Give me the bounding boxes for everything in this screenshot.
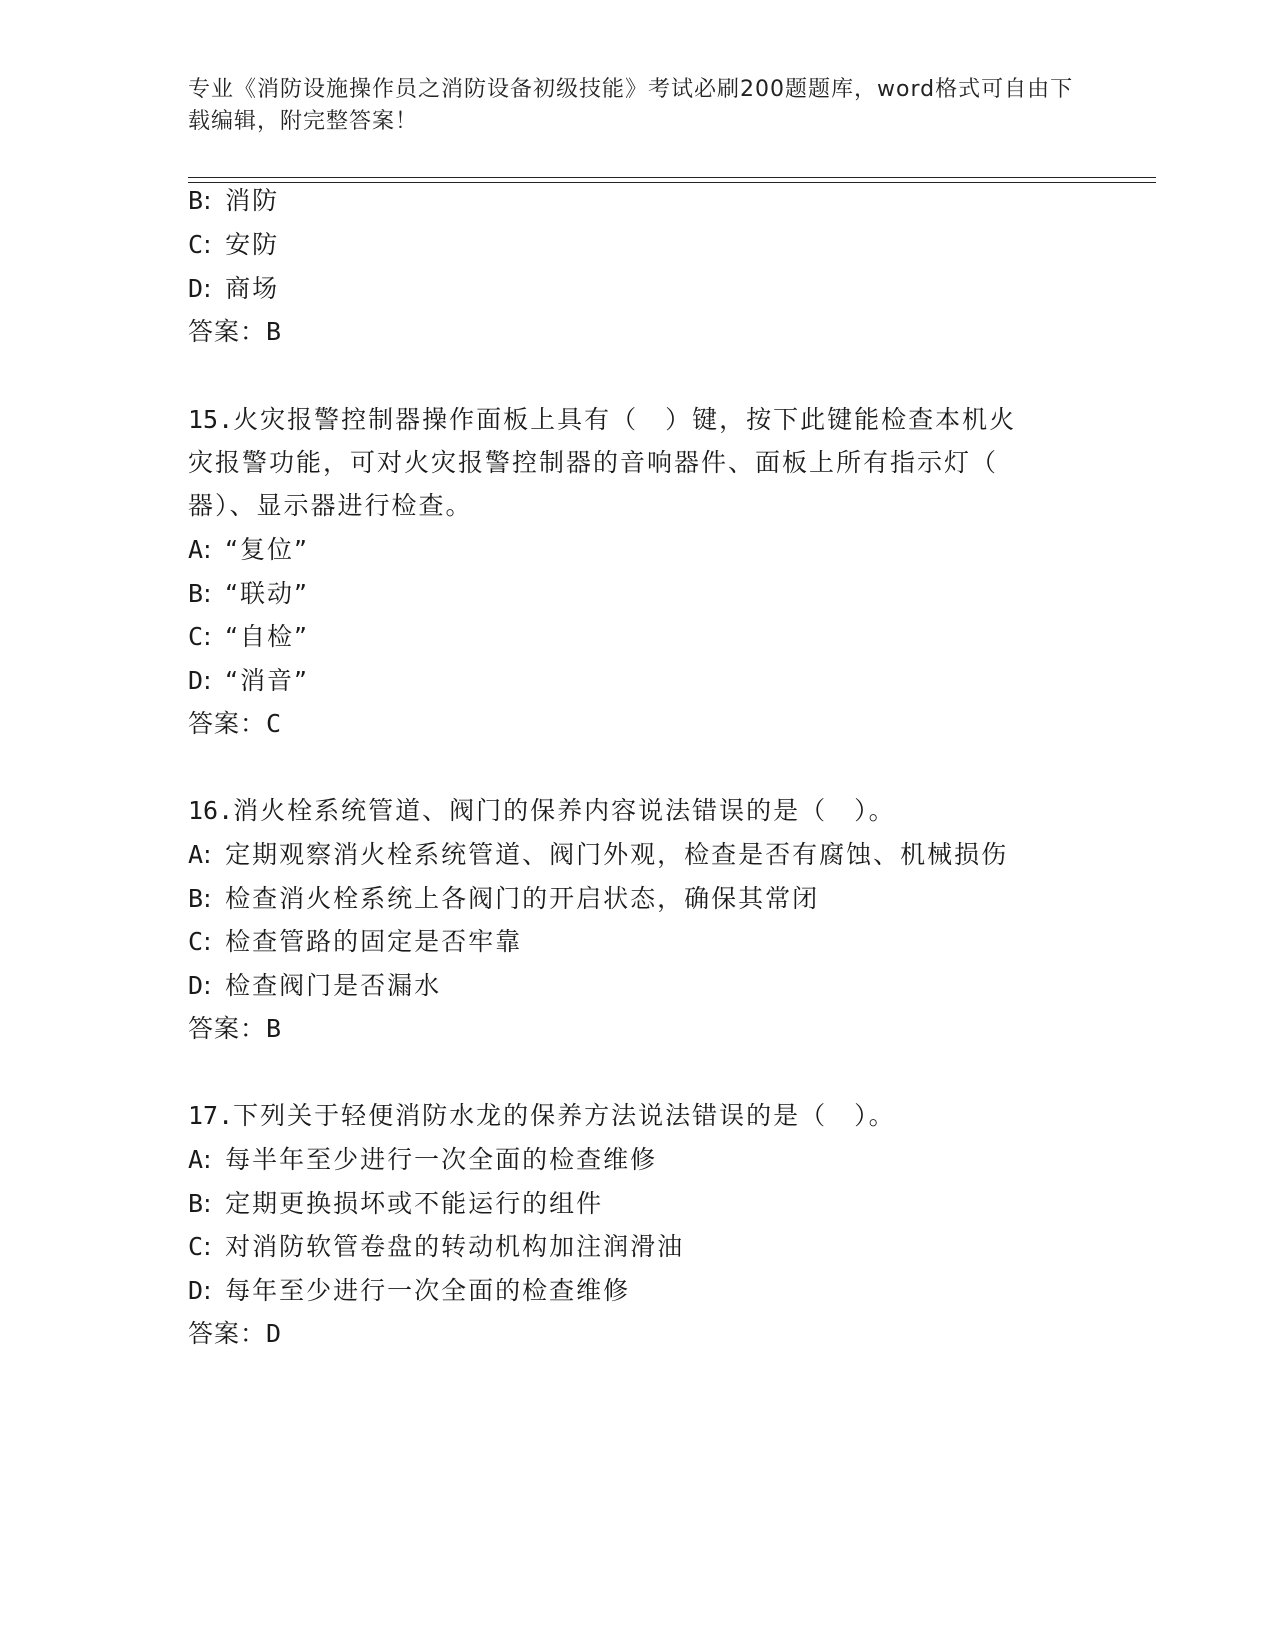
option-text: 检查管路的固定是否牢靠: [225, 927, 523, 956]
answer-label: 答案：: [188, 1319, 267, 1348]
option-text: “自检”: [225, 622, 309, 651]
answer-line: [188, 709, 282, 739]
question-stem-line: [188, 796, 896, 826]
question-stem-line: 灾报警功能，可对火灾报警控制器的音响器件、面板上所有指示灯（: [188, 448, 999, 477]
option-c: C: 检查管路的固定是否牢靠: [188, 927, 523, 956]
option-text: “联动”: [225, 579, 309, 608]
option-d: D: 每年至少进行一次全面的检查维修: [188, 1276, 631, 1305]
option-text: 安防: [225, 230, 280, 259]
option-letter: A: [188, 840, 204, 869]
header-rule-top: [188, 177, 1156, 178]
option-text: 检查阀门是否漏水: [225, 971, 442, 1000]
option-text: 消防: [225, 186, 280, 215]
question-text: 下列关于轻便消防水龙的保养方法说法错误的是（ ）。: [233, 1101, 896, 1130]
option-d: D: 商场: [188, 274, 280, 303]
document-header: 专业《消防设施操作员之消防设备初级技能》考试必刷200题题库，word格式可自由下载编辑，附完整答案！: [188, 77, 1074, 134]
answer-value: B: [266, 1014, 283, 1043]
answer-label: 答案：: [188, 709, 267, 738]
option-letter: C: [188, 622, 204, 651]
option-b: B: 定期更换损坏或不能运行的组件: [188, 1189, 604, 1218]
option-letter: D: [188, 1276, 204, 1305]
option-text: “复位”: [225, 535, 309, 564]
option-d: D: 检查阀门是否漏水: [188, 971, 442, 1000]
option-text: 对消防软管卷盘的转动机构加注润滑油: [225, 1232, 685, 1261]
option-text: 定期更换损坏或不能运行的组件: [225, 1189, 604, 1218]
option-letter: C: [188, 230, 204, 259]
option-c: C: 对消防软管卷盘的转动机构加注润滑油: [188, 1232, 685, 1261]
option-letter: C: [188, 1232, 204, 1261]
option-letter: A: [188, 1145, 204, 1174]
option-text: 每年至少进行一次全面的检查维修: [225, 1276, 631, 1305]
option-text: “消音”: [225, 666, 309, 695]
option-text: 每半年至少进行一次全面的检查维修: [225, 1145, 658, 1174]
option-letter: D: [188, 666, 204, 695]
answer-line: [188, 317, 282, 347]
option-letter: B: [188, 884, 204, 913]
option-letter: B: [188, 1189, 204, 1218]
question-stem-line: [188, 1101, 896, 1131]
question-text: 消火栓系统管道、阀门的保养内容说法错误的是（ ）。: [233, 796, 896, 825]
option-d: D: “消音”: [188, 666, 309, 695]
question-stem-line: 器）、显示器进行检查。: [188, 491, 473, 520]
answer-label: 答案：: [188, 317, 267, 346]
option-c: C: “自检”: [188, 622, 309, 651]
answer-line: [188, 1319, 282, 1349]
option-text: 检查消火栓系统上各阀门的开启状态，确保其常闭: [225, 884, 820, 913]
option-a: A: “复位”: [188, 535, 309, 564]
header-rule-bottom: [188, 182, 1156, 183]
option-b: B: 检查消火栓系统上各阀门的开启状态，确保其常闭: [188, 884, 820, 913]
option-text: 定期观察消火栓系统管道、阀门外观，检查是否有腐蚀、机械损伤: [225, 840, 1009, 869]
answer-label: 答案：: [188, 1014, 267, 1043]
answer-value: B: [266, 317, 283, 346]
question-number: 16.: [188, 796, 234, 825]
option-b: B: 消防: [188, 186, 280, 215]
question-stem-line: [188, 405, 1016, 435]
question-number: 17.: [188, 1101, 234, 1130]
option-letter: D: [188, 971, 204, 1000]
question-number: 15.: [188, 405, 234, 434]
option-b: B: “联动”: [188, 579, 309, 608]
answer-value: D: [266, 1319, 283, 1348]
option-letter: B: [188, 579, 204, 608]
option-a: A: 每半年至少进行一次全面的检查维修: [188, 1145, 658, 1174]
answer-line: [188, 1014, 282, 1044]
option-letter: C: [188, 927, 204, 956]
option-letter: D: [188, 274, 204, 303]
question-text: 火灾报警控制器操作面板上具有（ ）键，按下此键能检查本机火: [233, 405, 1017, 434]
option-text: 商场: [225, 274, 280, 303]
option-letter: B: [188, 186, 204, 215]
option-letter: A: [188, 535, 204, 564]
option-a: A: 定期观察消火栓系统管道、阀门外观，检查是否有腐蚀、机械损伤: [188, 840, 1009, 869]
answer-value: C: [266, 709, 283, 738]
option-c: C: 安防: [188, 230, 280, 259]
